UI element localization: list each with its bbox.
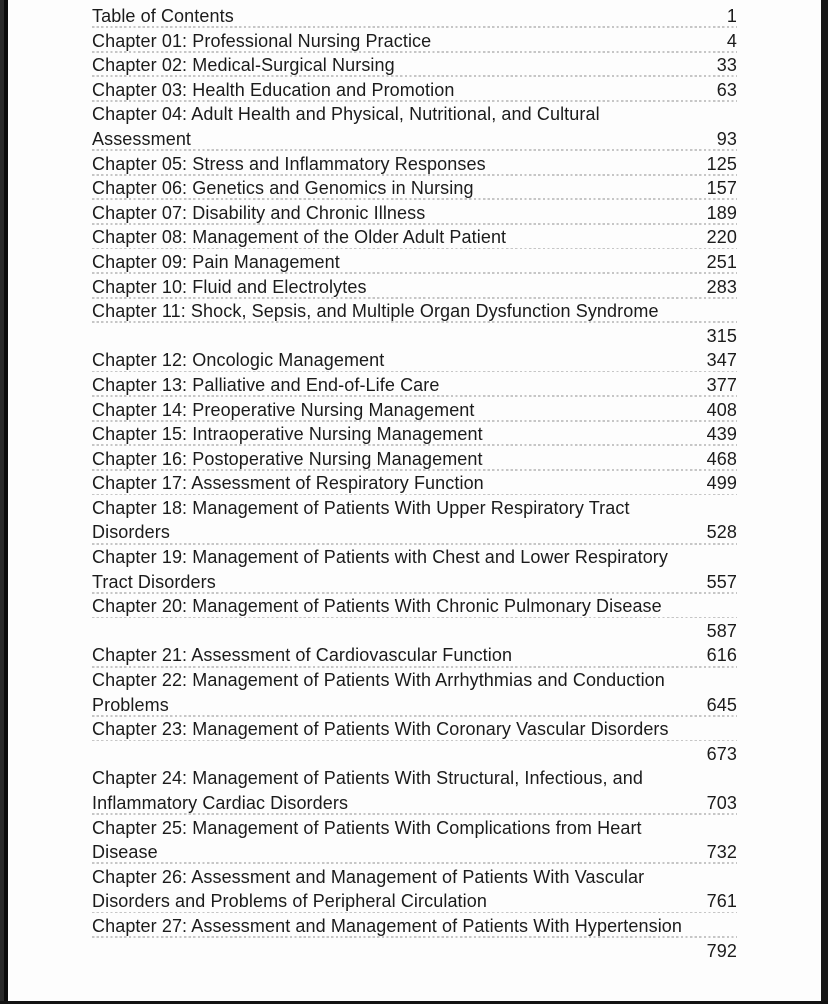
toc-line: [92, 250, 737, 275]
toc-line: [92, 398, 737, 423]
toc-page-number: 347: [706, 350, 737, 371]
toc-line: [92, 520, 737, 545]
scan-edge-right: [821, 0, 828, 1004]
toc-page-number: 645: [706, 694, 737, 715]
toc-entry-title: Chapter 24: Management of Patients With Structural, Infectious, and: [92, 768, 643, 789]
toc-entry-title: Chapter 14: Preoperative Nursing Management: [92, 399, 475, 420]
toc-line: [92, 766, 737, 791]
toc-line: [92, 594, 737, 619]
document-page: [8, 0, 821, 1001]
toc-entry-title: Chapter 12: Oncologic Management: [92, 350, 385, 371]
toc-line: [92, 29, 737, 54]
toc-line: [92, 152, 737, 177]
toc-line: [92, 816, 737, 841]
toc-entry-title: Chapter 16: Postoperative Nursing Management: [92, 448, 483, 469]
toc-page-number: 703: [706, 793, 737, 813]
toc-entry-title: Chapter 19: Management of Patients with Chest and Lower Respiratory: [92, 547, 669, 568]
toc-line: [92, 225, 737, 250]
toc-page-number: 93: [716, 128, 737, 149]
toc-entry-title: Chapter 09: Pain Management: [92, 251, 340, 272]
toc-entry-title: Disorders: [92, 522, 170, 543]
toc-page-number: 315: [706, 325, 737, 346]
toc-page-number: 125: [706, 153, 737, 174]
toc-entry-title: Chapter 05: Stress and Inflammatory Responses: [92, 153, 486, 174]
toc-page-number: 528: [706, 522, 737, 543]
toc-line: [92, 53, 737, 78]
toc-entry-title: Chapter 01: Professional Nursing Practice: [92, 30, 432, 51]
toc-entry-title: Disorders and Problems of Peripheral Circulation: [92, 891, 487, 912]
toc-entry-title: Chapter 07: Disability and Chronic Illness: [92, 202, 426, 223]
toc-line: [92, 693, 737, 718]
toc-page-number: 616: [706, 645, 737, 666]
toc-entry-title: Tract Disorders: [92, 571, 216, 592]
toc-page-number: 673: [706, 743, 737, 764]
toc-entry-title: Chapter 27: Assessment and Management of Patients With Hypertension: [92, 915, 683, 936]
toc-line: [92, 275, 737, 300]
toc-entry-title: Chapter 15: Intraoperative Nursing Management: [92, 424, 483, 445]
toc-entry-title: Chapter 26: Assessment and Management of Patients With Vascular: [92, 866, 645, 887]
toc-line: [92, 447, 737, 472]
toc-line: [92, 102, 737, 127]
toc-page-number: 4: [726, 30, 737, 51]
toc-line: [92, 914, 737, 939]
toc-entry-title: Chapter 25: Management of Patients With Complications from Heart: [92, 817, 642, 838]
toc-entry-title: Problems: [92, 694, 169, 715]
toc-entry-title: Assessment: [92, 128, 192, 149]
toc-entry-title: Chapter 10: Fluid and Electrolytes: [92, 276, 367, 297]
toc-page-number: 499: [706, 473, 737, 494]
toc-entry-title: Chapter 21: Assessment of Cardiovascular Function: [92, 645, 513, 666]
toc-line: [92, 742, 737, 767]
toc-line: [92, 78, 737, 103]
toc-page-number: 792: [706, 940, 737, 961]
toc-page-number: 33: [716, 55, 737, 76]
toc-page-number: 732: [706, 842, 737, 863]
toc-line: [92, 201, 737, 226]
toc-entry-title: Chapter 11: Shock, Sepsis, and Multiple Organ Dysfunction Syndrome: [92, 301, 659, 322]
toc-entry-title: Chapter 08: Management of the Older Adult Patient: [92, 227, 507, 248]
toc-page-number: 283: [706, 276, 737, 297]
toc-line: [92, 717, 737, 742]
toc-page-number: 220: [706, 227, 737, 248]
toc-page-number: 439: [706, 424, 737, 445]
toc-entry-title: Chapter 06: Genetics and Genomics in Nursing: [92, 178, 474, 199]
toc-page-number: 189: [706, 202, 737, 223]
toc-line: [92, 496, 737, 521]
toc-line: [92, 545, 737, 570]
toc-page-number: 1: [726, 6, 737, 26]
toc-line: [92, 176, 737, 201]
toc-line: [92, 889, 737, 914]
toc-entry-title: Chapter 22: Management of Patients With Arrhythmias and Conduction: [92, 670, 665, 691]
toc-line: [92, 668, 737, 693]
toc-entry-title: Chapter 20: Management of Patients With Chronic Pulmonary Disease: [92, 596, 662, 617]
toc-line: [92, 422, 737, 447]
toc-line: [92, 939, 737, 964]
toc-entry-title: Chapter 03: Health Education and Promotion: [92, 79, 455, 100]
toc-line: [92, 570, 737, 595]
toc-page-number: 587: [706, 620, 737, 641]
toc-list: [92, 4, 737, 963]
toc-entry-title: Chapter 18: Management of Patients With Upper Respiratory Tract: [92, 497, 630, 518]
toc-entry-title: Chapter 23: Management of Patients With Coronary Vascular Disorders: [92, 719, 669, 740]
toc-page-number: 377: [706, 374, 737, 395]
toc-entry-title: Chapter 04: Adult Health and Physical, Nutritional, and Cultural: [92, 104, 600, 125]
toc-line: [92, 324, 737, 349]
toc-entry-title: Chapter 17: Assessment of Respiratory Function: [92, 473, 484, 494]
toc-entry-title: Chapter 02: Medical-Surgical Nursing: [92, 55, 395, 76]
scan-edge-left-inner: [4, 0, 8, 1004]
toc-line: [92, 4, 737, 29]
toc-entry-title: Table of Contents: [92, 6, 234, 26]
toc-line: [92, 865, 737, 890]
toc-line: [92, 791, 737, 816]
toc-entry-title: Inflammatory Cardiac Disorders: [92, 793, 349, 813]
toc-page-number: 251: [706, 251, 737, 272]
toc-line: [92, 643, 737, 668]
toc-page-number: 63: [716, 79, 737, 100]
toc-page-number: 468: [706, 448, 737, 469]
toc-line: [92, 619, 737, 644]
toc-line: [92, 373, 737, 398]
toc-line: [92, 348, 737, 373]
toc-line: [92, 127, 737, 152]
toc-page-number: 157: [706, 178, 737, 199]
toc-entry-title: Chapter 13: Palliative and End-of-Life Care: [92, 374, 440, 395]
toc-page-number: 408: [706, 399, 737, 420]
toc-line: [92, 299, 737, 324]
toc-line: [92, 471, 737, 496]
toc-page-number: 557: [706, 571, 737, 592]
toc-line: [92, 840, 737, 865]
toc-entry-title: Disease: [92, 842, 158, 863]
toc-page-number: 761: [706, 891, 737, 912]
